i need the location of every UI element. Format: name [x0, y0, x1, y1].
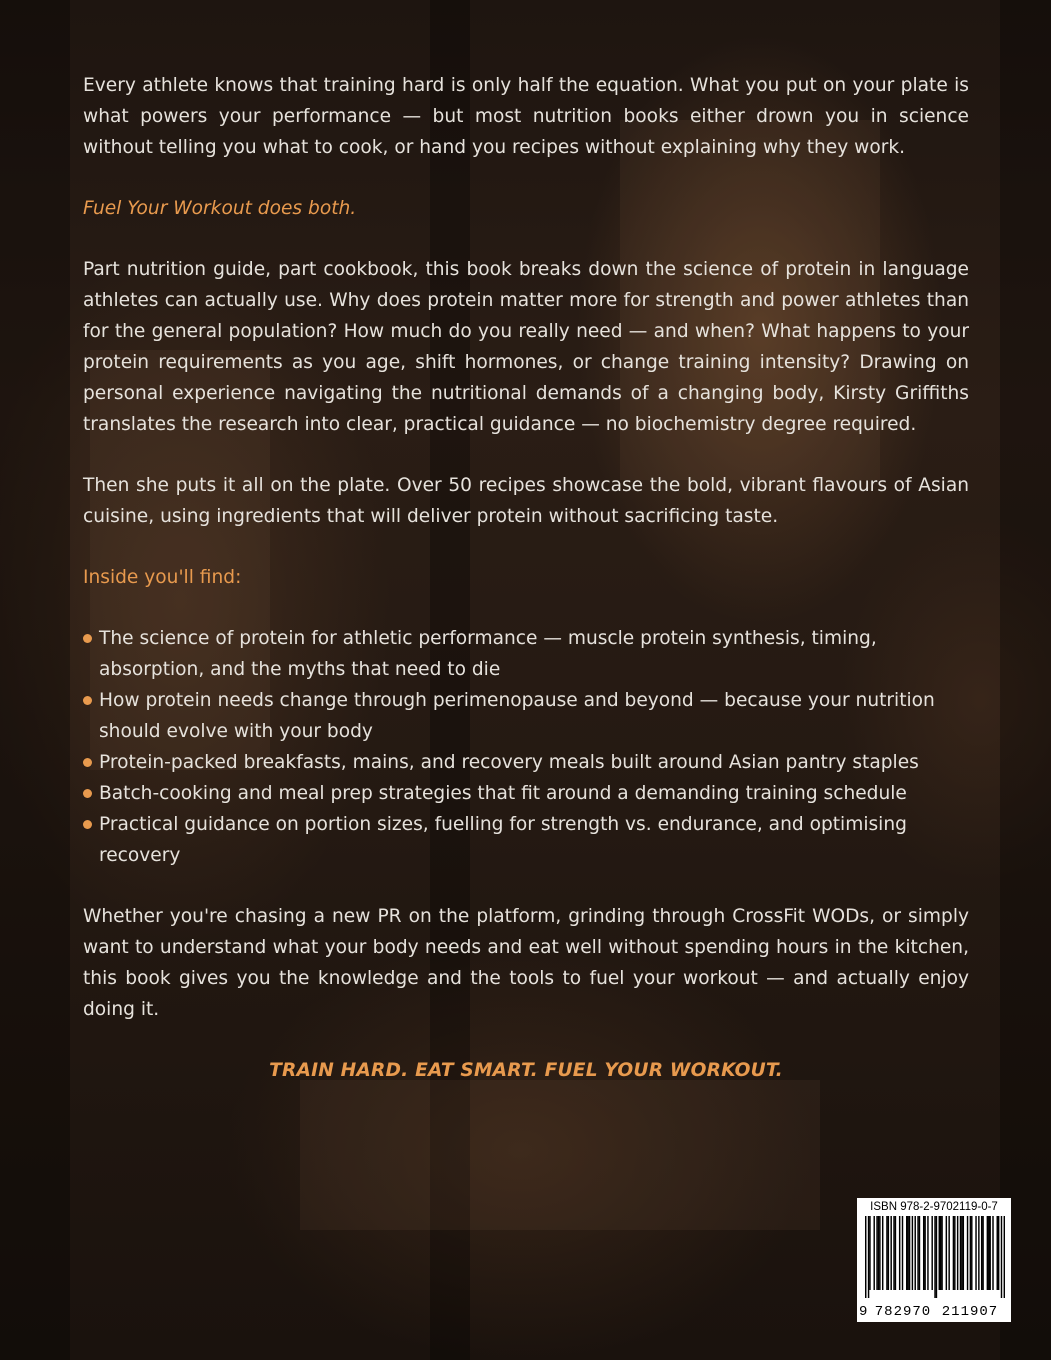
barcode-bar	[907, 1216, 908, 1290]
recipes-paragraph: Then she puts it all on the plate. Over 50 recipes showcase the bold, vibrant flavours of Asian cuisine, using ingredients that will deliver protein without sacrificing taste.	[83, 475, 969, 527]
barcode-bar	[869, 1216, 870, 1290]
barcode-bar	[953, 1216, 954, 1290]
barcode-bar	[914, 1216, 915, 1290]
barcode-bar	[923, 1216, 924, 1290]
list-item	[83, 778, 969, 809]
bullet-dot-icon	[83, 696, 92, 705]
barcode-bar	[931, 1216, 932, 1290]
barcode-bar	[954, 1216, 955, 1290]
list-item	[83, 809, 969, 871]
barcode-bar	[919, 1216, 920, 1290]
bullet-dot-icon	[83, 758, 92, 767]
list-item-text: Protein-packed breakfasts, mains, and recovery meals built around Asian pantry staples	[99, 752, 919, 773]
barcode-bar	[988, 1216, 989, 1290]
ean-digits	[859, 1302, 1009, 1320]
isbn-barcode	[857, 1198, 1011, 1322]
barcode-bar	[963, 1216, 964, 1290]
feature-list	[83, 623, 969, 871]
barcode-bar	[987, 1216, 988, 1290]
bullet-dot-icon	[83, 820, 92, 829]
list-item-text: Practical guidance on portion sizes, fuelling for strength vs. endurance, and optimising recovery	[99, 814, 907, 866]
barcode-bar	[927, 1216, 928, 1290]
barcode-bar	[967, 1216, 968, 1290]
list-item	[83, 623, 969, 685]
closing-paragraph: Whether you're chasing a new PR on the platform, grinding through CrossFit WODs, or simply want to understand what your body needs and eat well without spending hours in the kitchen, this book gives you the knowledge and the tools to fuel your workout — and actually enjoy doing it.	[83, 906, 969, 1020]
barcode-bar	[890, 1216, 891, 1290]
barcode-bar	[873, 1216, 874, 1290]
barcode-bar	[941, 1216, 942, 1290]
bullet-dot-icon	[83, 634, 92, 643]
barcode-bar	[902, 1216, 903, 1290]
barcode-bar	[912, 1216, 913, 1290]
barcode-bar	[948, 1216, 949, 1290]
slogan: TRAIN HARD. EAT SMART. FUEL YOUR WORKOUT.	[269, 1060, 783, 1081]
barcode-bar	[982, 1216, 983, 1290]
blurb	[83, 70, 969, 1086]
list-item-text: The science of protein for athletic performance — muscle protein synthesis, timing, absorption, and the myths that need to die	[99, 628, 877, 680]
list-item	[83, 747, 969, 778]
barcode-bar	[957, 1216, 958, 1290]
barcode-bar	[899, 1216, 900, 1290]
isbn-label: ISBN 978-2-9702119-0-7	[870, 1201, 998, 1213]
barcode-bar	[970, 1216, 971, 1290]
barcode-bar	[940, 1216, 941, 1290]
barcode-bar	[888, 1216, 889, 1290]
science-paragraph: Part nutrition guide, part cookbook, this book breaks down the science of protein in language athletes can actually use. Why does protein matter more for strength and power athletes than for the general population? How much do you really need — and when? What happens to your protein requirements as you age, shift hormones, or change training intensity? Drawing on personal experience navigating the nutritional demands of a changing body, Kirsty Griffiths translates the research into clear, practical guidance — no biochemistry degree required.	[83, 259, 969, 435]
background-pillar	[1000, 0, 1051, 1360]
barcode-bar	[876, 1216, 877, 1290]
barcode-bar	[992, 1216, 993, 1290]
barcode-bar	[868, 1216, 869, 1298]
barcode-bar	[998, 1216, 999, 1290]
background-pillar	[0, 0, 70, 1360]
background-bench	[300, 1080, 820, 1230]
ean-first-digit: 9	[859, 1304, 868, 1320]
barcode-bars-icon	[865, 1216, 1005, 1298]
ean-left-digits: 782970	[874, 1304, 932, 1320]
tagline: Fuel Your Workout does both.	[83, 198, 357, 219]
barcode-bar	[924, 1216, 925, 1290]
barcode-bar	[997, 1216, 998, 1290]
barcode-bar	[960, 1216, 961, 1290]
bullet-dot-icon	[83, 789, 92, 798]
barcode-bar	[882, 1216, 883, 1290]
barcode-bar	[865, 1216, 866, 1298]
barcode-bar	[917, 1216, 918, 1290]
barcode-bar	[893, 1216, 894, 1290]
list-item	[83, 685, 969, 747]
barcode-bar	[936, 1216, 937, 1298]
barcode-bar	[975, 1216, 976, 1290]
inside-heading: Inside you'll find:	[83, 567, 242, 588]
barcode-bar	[971, 1216, 972, 1290]
barcode-bar	[981, 1216, 982, 1290]
barcode-bar	[989, 1216, 990, 1290]
barcode-bar	[1004, 1216, 1005, 1298]
barcode-bar	[946, 1216, 947, 1290]
barcode-bar	[886, 1216, 887, 1290]
barcode-bar	[1001, 1216, 1002, 1298]
barcode-bar	[909, 1216, 910, 1290]
list-item-text: How protein needs change through perimenopause and beyond — because your nutrition should evolve with your body	[99, 690, 935, 742]
barcode-bar	[879, 1216, 880, 1290]
barcode-bar	[934, 1216, 935, 1298]
barcode-bar	[878, 1216, 879, 1290]
ean-right-digits: 211907	[939, 1304, 1001, 1320]
list-item-text: Batch-cooking and meal prep strategies that fit around a demanding training schedule	[99, 783, 907, 804]
barcode-bar	[895, 1216, 896, 1290]
intro-paragraph: Every athlete knows that training hard is only half the equation. What you put on your plate is what powers your performance — but most nutrition books either drown you in science without telling you what to cook, or hand you recipes without explaining why they work.	[83, 75, 969, 158]
barcode-bar	[939, 1216, 940, 1290]
barcode-bar	[906, 1216, 907, 1290]
barcode-bar	[978, 1216, 979, 1290]
barcode-bar	[961, 1216, 962, 1290]
